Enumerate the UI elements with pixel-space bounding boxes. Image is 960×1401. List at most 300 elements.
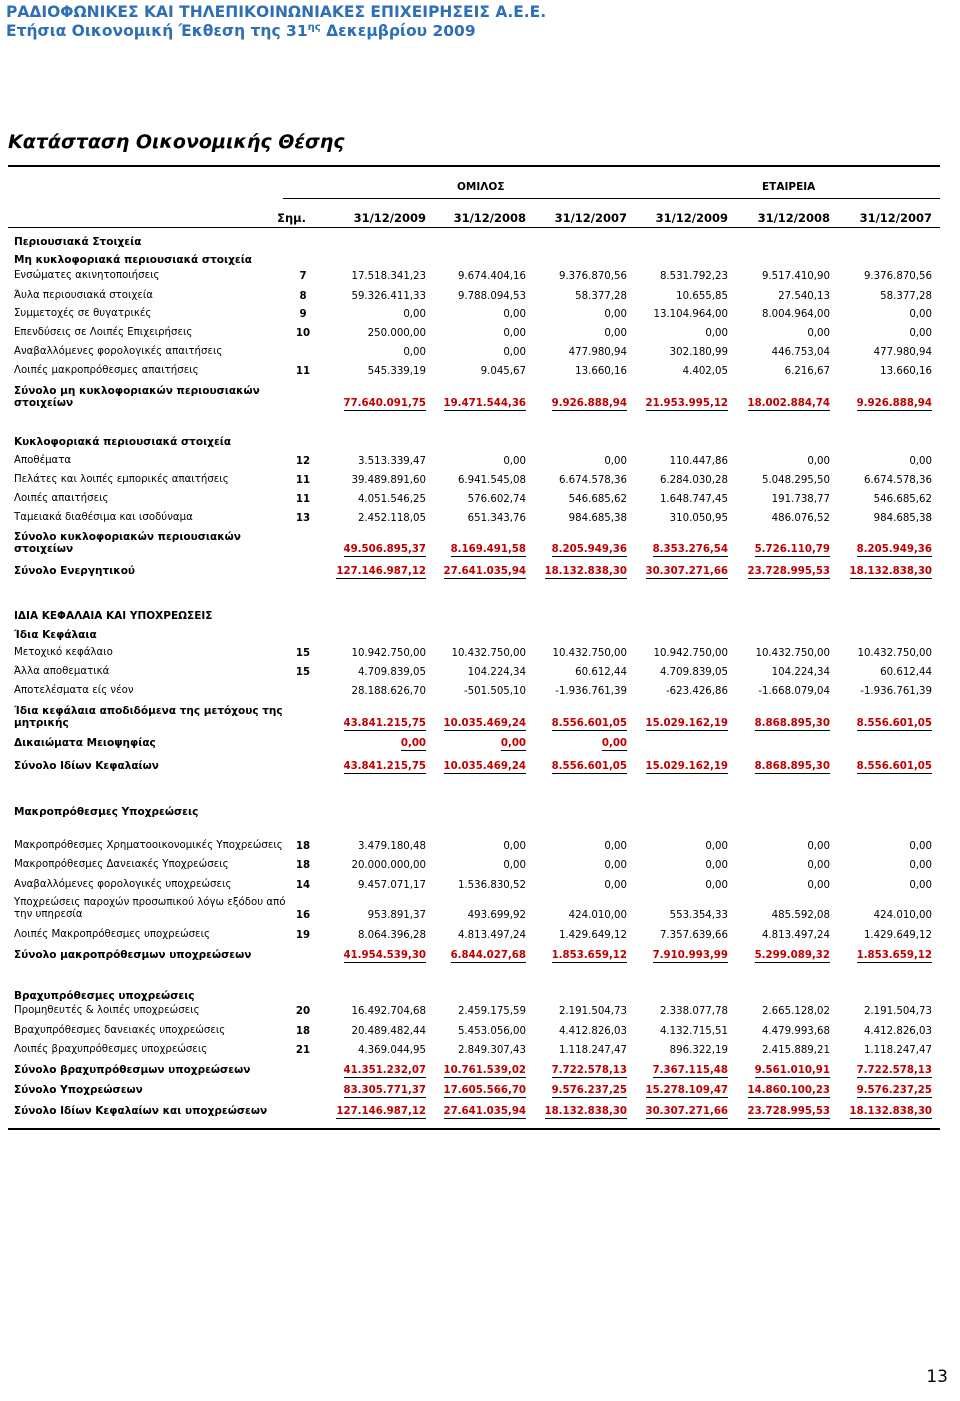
row-value-text: 10.035.469,24 (443, 761, 526, 772)
row-value (732, 1106, 830, 1117)
row-value (428, 475, 526, 486)
row-value-text: 16.492.704,68 (351, 1006, 426, 1017)
row-value (528, 930, 627, 941)
row-value (834, 860, 932, 871)
row-value-text: 9.926.888,94 (856, 398, 932, 409)
table-bottom-rule (8, 1128, 940, 1130)
row-value (732, 950, 830, 961)
row-value (320, 718, 426, 729)
row-value-text: 58.377,28 (575, 291, 627, 302)
row-value-text: 18.132.838,30 (849, 566, 932, 577)
row-value-text: 0,00 (604, 309, 627, 320)
row-value-text: 3.479.180,48 (357, 841, 426, 852)
row-value-text: 0,00 (604, 860, 627, 871)
table-row (0, 1003, 960, 1017)
row-value-text: 28.188.626,70 (351, 686, 426, 697)
row-value (834, 347, 932, 358)
row-value (528, 761, 627, 772)
row-value (732, 1085, 830, 1096)
row-note: 16 (295, 910, 311, 921)
row-value (428, 686, 526, 697)
section-current: Κυκλοφοριακά περιουσιακά στοιχεία (14, 436, 232, 448)
row-value (732, 1026, 830, 1037)
row-value (528, 1045, 627, 1056)
col-header: 31/12/2008 (757, 211, 830, 225)
row-value-text: 20.489.482,44 (351, 1026, 426, 1037)
row-value (528, 291, 627, 302)
row-value-text: 1.429.649,12 (558, 930, 627, 941)
row-value-text: 424.010,00 (873, 910, 932, 921)
row-value-text: 7.910.993,99 (652, 950, 728, 961)
row-value (732, 860, 830, 871)
row-value-text: 104.224,34 (467, 667, 526, 678)
row-value-text: 18.132.838,30 (849, 1106, 932, 1117)
row-value (630, 1045, 728, 1056)
row-value-text: 4.132.715,51 (659, 1026, 728, 1037)
row-value-text: 7.722.578,13 (856, 1065, 932, 1076)
row-value (320, 860, 426, 871)
row-value-text: 8.556.601,05 (551, 761, 627, 772)
table-row (0, 645, 960, 659)
row-value (320, 566, 426, 577)
row-value-text: 984.685,38 (568, 513, 627, 524)
row-value (528, 566, 627, 577)
row-note: 20 (295, 1006, 311, 1017)
row-value-text: 0,00 (403, 347, 426, 358)
row-value (320, 291, 426, 302)
row-value (528, 648, 627, 659)
row-value-text: 4.709.839,05 (357, 667, 426, 678)
row-value-text: 0,00 (705, 880, 728, 891)
row-value-text: 0,00 (705, 860, 728, 871)
row-value-text: 41.954.539,30 (343, 950, 426, 961)
row-value (320, 271, 426, 282)
row-value-text: 9.376.870,56 (863, 271, 932, 282)
row-value-text: 58.377,28 (880, 291, 932, 302)
row-value-text: 110.447,86 (669, 456, 728, 467)
row-value-text: 9.674.404,16 (457, 271, 526, 282)
row-value (834, 494, 932, 505)
row-value (834, 880, 932, 891)
row-value (528, 841, 627, 852)
row-value (528, 1026, 627, 1037)
row-note: 11 (295, 475, 311, 486)
row-value-text: 302.180,99 (669, 347, 728, 358)
row-label: Σύνολο Υποχρεώσεων (14, 1084, 143, 1096)
row-value-text: 17.518.341,23 (351, 271, 426, 282)
row-value (428, 398, 526, 409)
row-value (320, 309, 426, 320)
row-value (834, 271, 932, 282)
row-value-text: 8.004.964,00 (761, 309, 830, 320)
row-value-text: 310.050,95 (669, 513, 728, 524)
row-value (732, 494, 830, 505)
row-value (320, 1106, 426, 1117)
row-value (528, 738, 627, 749)
row-note: 10 (295, 328, 311, 339)
row-value (630, 475, 728, 486)
row-value-text: 953.891,37 (367, 910, 426, 921)
row-value-text: 0,00 (503, 860, 526, 871)
row-label: Λοιπές απαιτήσεις (14, 493, 109, 504)
section-equity-liabilities: ΙΔΙΑ ΚΕΦΑΛΑΙΑ ΚΑΙ ΥΠΟΧΡΕΩΣΕΙΣ (14, 610, 213, 622)
table-row (0, 1062, 960, 1076)
row-value (528, 1106, 627, 1117)
row-value-text: 9.576.237,25 (856, 1085, 932, 1096)
row-value-text: 0,00 (503, 841, 526, 852)
row-value-text: 0,00 (604, 456, 627, 467)
row-value-text: 9.926.888,94 (551, 398, 627, 409)
group-rule (283, 198, 940, 199)
table-row (0, 363, 960, 377)
row-value-text: 60.612,44 (880, 667, 932, 678)
report-subtitle (6, 22, 476, 40)
row-value-text: 2.338.077,78 (659, 1006, 728, 1017)
row-value-text: 8.169.491,58 (450, 544, 526, 555)
company-header-col: ΕΤΑΙΡΕΙΑ (762, 181, 816, 193)
row-label: Προμηθευτές & λοιπές υποχρεώσεις (14, 1005, 200, 1016)
row-label (14, 705, 283, 729)
row-value-text: 41.351.232,07 (343, 1065, 426, 1076)
row-label: Άλλα αποθεματικά (14, 666, 110, 677)
row-value (732, 291, 830, 302)
table-row (0, 683, 960, 697)
row-value-text: 9.788.094,53 (457, 291, 526, 302)
row-label: Αναβαλλόμενες φορολογικές υποχρεώσεις (14, 879, 232, 890)
row-value-text: 27.641.035,94 (443, 566, 526, 577)
table-row (0, 325, 960, 339)
row-value-text: 7.367.115,48 (652, 1065, 728, 1076)
row-label: Λοιπές Μακροπρόθεσμες υποχρεώσεις (14, 929, 210, 940)
row-value (528, 513, 627, 524)
row-value (732, 1045, 830, 1056)
row-value (732, 328, 830, 339)
row-value (320, 328, 426, 339)
row-value-text: 0,00 (705, 328, 728, 339)
row-value (320, 1085, 426, 1096)
table-row (0, 491, 960, 505)
row-value-text: 15.278.109,47 (645, 1085, 728, 1096)
row-value (428, 347, 526, 358)
row-value (732, 347, 830, 358)
col-header: 31/12/2009 (655, 211, 728, 225)
row-value (428, 718, 526, 729)
section-assets: Περιουσιακά Στοιχεία (14, 236, 142, 248)
row-value (732, 880, 830, 891)
section-equity: Ίδια Κεφάλαια (14, 629, 97, 641)
row-value (320, 950, 426, 961)
row-value (834, 648, 932, 659)
row-value (834, 366, 932, 377)
col-header: 31/12/2007 (554, 211, 627, 225)
row-value-text: 0,00 (503, 328, 526, 339)
row-value-text: 8.205.949,36 (551, 544, 627, 555)
row-value (834, 513, 932, 524)
table-row (0, 268, 960, 282)
col-header: 31/12/2008 (453, 211, 526, 225)
row-value-text: 30.307.271,66 (645, 1106, 728, 1117)
row-note: 18 (295, 1026, 311, 1037)
row-value-text: 14.860.100,23 (747, 1085, 830, 1096)
row-value (320, 513, 426, 524)
row-value (834, 1026, 932, 1037)
row-note: 11 (295, 494, 311, 505)
row-label: Μετοχικό κεφάλαιο (14, 647, 113, 658)
row-value-text: 10.761.539,02 (443, 1065, 526, 1076)
row-value (732, 309, 830, 320)
row-value-text: 4.709.839,05 (659, 667, 728, 678)
row-value (630, 544, 728, 555)
row-value-text: 127.146.987,12 (336, 566, 426, 577)
row-label: Πελάτες και λοιπές εμπορικές απαιτήσεις (14, 474, 229, 485)
row-value (320, 880, 426, 891)
row-value (834, 291, 932, 302)
row-value (732, 271, 830, 282)
row-value-text: 0,00 (503, 347, 526, 358)
table-row (0, 1023, 960, 1037)
row-value (630, 347, 728, 358)
row-value (732, 841, 830, 852)
row-value-text: 1.853.659,12 (856, 950, 932, 961)
row-value (428, 1085, 526, 1096)
row-value (428, 910, 526, 921)
row-label-line: Σύνολο μη κυκλοφοριακών περιουσιακών (14, 385, 260, 397)
row-value-text: 13.660,16 (880, 366, 932, 377)
row-value-text: 0,00 (503, 309, 526, 320)
row-value (320, 1045, 426, 1056)
row-value-text: 27.641.035,94 (443, 1106, 526, 1117)
row-value (528, 328, 627, 339)
page-title: Κατάσταση Οικονομικής Θέσης (8, 131, 345, 153)
row-value (834, 1106, 932, 1117)
row-value-text: -1.936.761,39 (860, 686, 932, 697)
row-label: Δικαιώματα Μειοψηφίας (14, 737, 156, 749)
row-value-text: 49.506.895,37 (343, 544, 426, 555)
row-value-text: 10.432.750,00 (451, 648, 526, 659)
row-value (630, 860, 728, 871)
table-row (0, 947, 960, 961)
table-row (0, 453, 960, 467)
row-value (428, 1026, 526, 1037)
row-value (834, 456, 932, 467)
row-value (630, 930, 728, 941)
row-value-text: 0,00 (909, 328, 932, 339)
table-row (0, 510, 960, 524)
row-value (320, 648, 426, 659)
row-value (428, 880, 526, 891)
row-label-line: Υποχρεώσεις παροχών προσωπικού λόγω εξόδου από (14, 897, 286, 908)
row-value (630, 1106, 728, 1117)
row-value (630, 513, 728, 524)
row-note: 18 (295, 860, 311, 871)
row-label (14, 385, 260, 409)
row-value-text: 39.489.891,60 (351, 475, 426, 486)
row-value-text: 9.561.010,91 (754, 1065, 830, 1076)
row-value (528, 347, 627, 358)
row-value (428, 1065, 526, 1076)
table-row (0, 344, 960, 358)
row-value (428, 950, 526, 961)
row-value-text: 2.849.307,43 (457, 1045, 526, 1056)
row-value-text: 5.726.110,79 (754, 544, 830, 555)
row-value (320, 738, 426, 749)
row-value (320, 910, 426, 921)
row-value-text: 10.432.750,00 (857, 648, 932, 659)
row-value (428, 667, 526, 678)
row-label: Αποθέματα (14, 455, 72, 466)
row-note: 11 (295, 366, 311, 377)
row-value-text: 18.002.884,74 (747, 398, 830, 409)
row-value (428, 761, 526, 772)
row-value-text: 8.556.601,05 (856, 718, 932, 729)
row-value (428, 738, 526, 749)
row-value-text: 0,00 (909, 880, 932, 891)
row-value (732, 366, 830, 377)
row-value (630, 910, 728, 921)
table-row (0, 472, 960, 486)
row-value (834, 1085, 932, 1096)
row-value-text: 576.602,74 (467, 494, 526, 505)
row-value (732, 475, 830, 486)
row-value-text: 0,00 (503, 456, 526, 467)
row-label: Σύνολο Ενεργητικού (14, 565, 136, 577)
row-value (630, 1006, 728, 1017)
table-row (0, 758, 960, 772)
row-value (528, 860, 627, 871)
row-value (834, 910, 932, 921)
row-value-text: 250.000,00 (367, 328, 426, 339)
group-header: ΟΜΙΛΟΣ (457, 181, 505, 193)
row-value (834, 686, 932, 697)
row-value (428, 271, 526, 282)
row-value-text: 6.674.578,36 (558, 475, 627, 486)
row-value-text: 191.738,77 (771, 494, 830, 505)
row-value-text: 10.432.750,00 (755, 648, 830, 659)
row-value (732, 1065, 830, 1076)
row-value (320, 841, 426, 852)
row-note: 21 (295, 1045, 311, 1056)
row-value (528, 1085, 627, 1096)
row-value-text: 0,00 (807, 328, 830, 339)
row-value-text: 2.665.128,02 (761, 1006, 830, 1017)
row-value (732, 761, 830, 772)
table-row (0, 563, 960, 577)
row-label: Βραχυπρόθεσμες δανειακές υποχρεώσεις (14, 1025, 226, 1036)
row-value (320, 930, 426, 941)
row-value-text: 1.429.649,12 (863, 930, 932, 941)
row-label: Επενδύσεις σε Λοιπές Επιχειρήσεις (14, 327, 193, 338)
row-value (428, 841, 526, 852)
col-header: 31/12/2007 (859, 211, 932, 225)
row-value-text: 6.284.030,28 (659, 475, 728, 486)
row-value-text: 60.612,44 (575, 667, 627, 678)
row-value (320, 456, 426, 467)
section-noncurrent: Μη κυκλοφοριακά περιουσιακά στοιχεία (14, 254, 253, 266)
row-value (320, 398, 426, 409)
row-value-text: 6.941.545,08 (457, 475, 526, 486)
table-row (0, 705, 960, 729)
row-value-text: 8.556.601,05 (856, 761, 932, 772)
row-value-text: 4.412.826,03 (863, 1026, 932, 1037)
col-header: 31/12/2009 (353, 211, 426, 225)
section-shortterm: Βραχυπρόθεσμες υποχρεώσεις (14, 990, 195, 1002)
row-value-text: 1.648.747,45 (659, 494, 728, 505)
table-row (0, 927, 960, 941)
row-value-text: 43.841.215,75 (343, 761, 426, 772)
row-value (428, 566, 526, 577)
row-label: Μακροπρόθεσμες Χρηματοοικονομικές Υποχρεώσεις (14, 840, 283, 851)
row-value (528, 1006, 627, 1017)
row-value (528, 398, 627, 409)
row-value (630, 494, 728, 505)
row-label: Λοιπές βραχυπρόθεσμες υποχρεώσεις (14, 1044, 208, 1055)
row-value (630, 880, 728, 891)
table-row (0, 664, 960, 678)
row-value (732, 910, 830, 921)
table-row (0, 288, 960, 302)
row-value-text: -501.505,10 (463, 686, 526, 697)
row-value-text: 10.942.750,00 (351, 648, 426, 659)
row-value-text: 0,00 (604, 328, 627, 339)
row-value (428, 648, 526, 659)
table-row (0, 306, 960, 320)
row-label: Συμμετοχές σε θυγατρικές (14, 308, 152, 319)
row-value (528, 718, 627, 729)
row-value-text: 9.576.237,25 (551, 1085, 627, 1096)
row-value-text: 0,00 (909, 456, 932, 467)
row-value (834, 328, 932, 339)
row-value-text: 4.369.044,95 (357, 1045, 426, 1056)
row-note: 7 (299, 271, 307, 282)
row-value (320, 686, 426, 697)
row-value-text: 0,00 (807, 880, 830, 891)
row-value (834, 718, 932, 729)
row-value-text: 8.556.601,05 (551, 718, 627, 729)
row-value (630, 398, 728, 409)
row-value (428, 1045, 526, 1056)
row-value-text: 8.353.276,54 (652, 544, 728, 555)
row-value-text: 104.224,34 (771, 667, 830, 678)
row-value (834, 398, 932, 409)
row-value-text: 8.868.895,30 (754, 718, 830, 729)
row-value (320, 667, 426, 678)
row-note: 15 (295, 667, 311, 678)
row-value (428, 494, 526, 505)
row-value-text: 13.104.964,00 (653, 309, 728, 320)
row-value-text: 3.513.339,47 (357, 456, 426, 467)
row-value-text: 6.674.578,36 (863, 475, 932, 486)
row-value-text: 424.010,00 (568, 910, 627, 921)
table-row (0, 897, 960, 921)
row-value-text: 4.402,05 (682, 366, 728, 377)
row-value (630, 686, 728, 697)
row-value-text: -1.936.761,39 (555, 686, 627, 697)
row-value (528, 544, 627, 555)
row-value (630, 309, 728, 320)
row-value (428, 930, 526, 941)
row-value-text: 0,00 (403, 309, 426, 320)
row-value (320, 1026, 426, 1037)
row-value-text: -1.668.079,04 (758, 686, 830, 697)
row-value (428, 366, 526, 377)
row-value (732, 718, 830, 729)
row-note: 13 (295, 513, 311, 524)
row-value (630, 841, 728, 852)
row-value (732, 930, 830, 941)
row-value (630, 1085, 728, 1096)
row-value-text: 9.376.870,56 (558, 271, 627, 282)
row-value (528, 950, 627, 961)
